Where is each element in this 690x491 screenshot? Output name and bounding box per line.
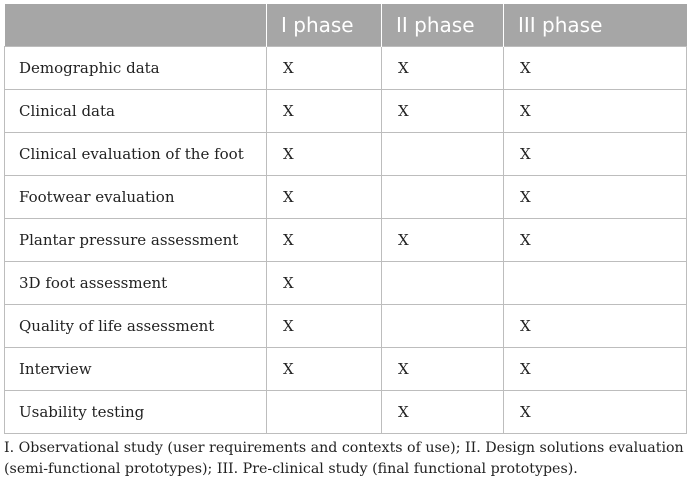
footnote-line-1: I. Observational study (user requirements and contexts of use); II. Design solutions evaluation <box>4 440 684 456</box>
table-footnote <box>4 438 688 480</box>
phase-3-cell: X <box>504 175 687 218</box>
header-cell-empty <box>5 4 267 46</box>
phase-1-cell: X <box>267 347 382 390</box>
phase-3-cell: X <box>504 390 687 433</box>
row-label: Plantar pressure assessment <box>5 218 267 261</box>
phase-1-cell: X <box>267 304 382 347</box>
phase-2-cell: X <box>382 347 504 390</box>
phase-2-cell: X <box>382 390 504 433</box>
phase-2-cell <box>382 261 504 304</box>
phase-1-cell: X <box>267 218 382 261</box>
phase-1-cell: X <box>267 261 382 304</box>
header-cell-phase-3: III phase <box>504 4 687 46</box>
row-label: Clinical evaluation of the foot <box>5 132 267 175</box>
row-label: 3D foot assessment <box>5 261 267 304</box>
study-phases-table <box>4 4 687 434</box>
phase-3-cell: X <box>504 132 687 175</box>
data-table-container <box>4 4 686 434</box>
table-row <box>5 89 687 132</box>
row-label: Footwear evaluation <box>5 175 267 218</box>
phase-1-cell: X <box>267 89 382 132</box>
phase-2-cell: X <box>382 46 504 89</box>
phase-1-cell: X <box>267 46 382 89</box>
phase-1-cell <box>267 390 382 433</box>
table-row <box>5 261 687 304</box>
row-label: Demographic data <box>5 46 267 89</box>
phase-3-cell: X <box>504 218 687 261</box>
table-row <box>5 304 687 347</box>
table-row <box>5 132 687 175</box>
header-cell-phase-2: II phase <box>382 4 504 46</box>
table-row <box>5 390 687 433</box>
phase-2-cell <box>382 132 504 175</box>
header-cell-phase-1: I phase <box>267 4 382 46</box>
table-row <box>5 347 687 390</box>
phase-1-cell: X <box>267 132 382 175</box>
table-row <box>5 218 687 261</box>
footnote-line-2: (semi-functional prototypes); III. Pre-clinical study (final functional prototypes). <box>4 461 578 477</box>
phase-2-cell: X <box>382 218 504 261</box>
phase-3-cell: X <box>504 46 687 89</box>
phase-3-cell: X <box>504 347 687 390</box>
table-header-row <box>5 4 687 46</box>
row-label: Interview <box>5 347 267 390</box>
phase-3-cell: X <box>504 304 687 347</box>
phase-3-cell <box>504 261 687 304</box>
table-row <box>5 46 687 89</box>
phase-1-cell: X <box>267 175 382 218</box>
row-label: Quality of life assessment <box>5 304 267 347</box>
phase-3-cell: X <box>504 89 687 132</box>
phase-2-cell <box>382 175 504 218</box>
row-label: Clinical data <box>5 89 267 132</box>
table-row <box>5 175 687 218</box>
row-label: Usability testing <box>5 390 267 433</box>
phase-2-cell: X <box>382 89 504 132</box>
phase-2-cell <box>382 304 504 347</box>
